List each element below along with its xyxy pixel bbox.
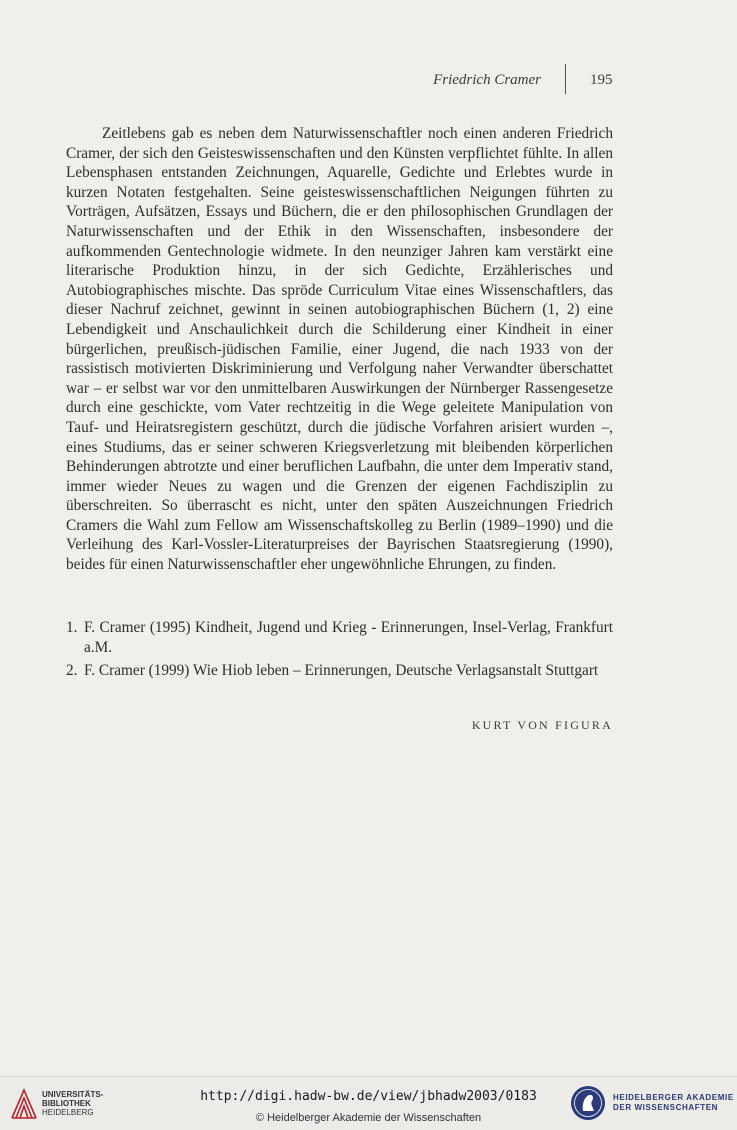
reference-number: 1. (66, 619, 78, 636)
reference-item (66, 661, 613, 681)
academy-seal-icon[interactable] (570, 1085, 606, 1121)
reference-item (66, 618, 613, 657)
reference-number: 2. (66, 662, 78, 680)
author-signature: KURT VON FIGURA (471, 718, 613, 732)
library-line-1: UNIVERSITÄTS- (42, 1090, 104, 1099)
library-line-3: HEIDELBERG (42, 1108, 94, 1117)
footer-bar (0, 1076, 737, 1130)
copyright-notice: © Heidelberger Akademie der Wissenschaften (255, 1112, 482, 1124)
reference-text: F. Cramer (1999) Wie Hiob leben – Erinnerungen, Deutsche Verlagsanstalt Stuttgart (84, 662, 599, 680)
page-number: 195 (590, 72, 613, 88)
academy-name (613, 1093, 734, 1113)
academy-line-1: HEIDELBERGER AKADEMIE (613, 1093, 734, 1102)
reference-text: F. Cramer (1995) Kindheit, Jugend und Krieg - Erinnerungen, Insel-Verlag, Frankfurt a.M. (84, 619, 613, 656)
reference-list (66, 618, 613, 685)
permalink-url[interactable]: http://digi.hadw-bw.de/view/jbhadw2003/0183 (200, 1089, 537, 1104)
running-head-author: Friedrich Cramer (433, 72, 541, 88)
academy-line-2: DER WISSENSCHAFTEN (613, 1103, 719, 1112)
library-line-2: BIBLIOTHEK (42, 1099, 91, 1108)
body-paragraph: Zeitlebens gab es neben dem Naturwissenschaftler noch einen anderen Friedrich Cramer, der sich den Geisteswissenschaften und den Künsten verpflichtet fühlte. In allen Lebensphasen entstanden Zeichnungen, Aquarelle, Gedichte und Erlebtes wurde in kurzen Notaten festgehalten. Seine geisteswissenschaftlichen Neigungen führten zu Vorträgen, Aufsätzen, Essays und Büchern, die er den philosophischen Grundlagen der Naturwissenschaften und der Ethik in den Wissenschaften, insbesondere der aufkommenden Gentechnologie widmete. In den neunziger Jahren kam verstärkt eine literarische Produktion hinzu, in der sich Gedichte, Erzählerisches und Autobiographisches mischte. Das spröde Curriculum Vitae eines Wissenschaftlers, das dieser Nachruf zeichnet, gewinnt in seinen autobiographischen Büchern (1, 2) eine Lebendigkeit und Anschaulichkeit durch die Schilderung einer Kindheit in einer bürgerlichen, preußisch-jüdischen Familie, einer Jugend, die nach 1933 von der rassistisch motivierten Diskriminierung und Verfolgung naher Verwandter überschattet war – er selbst war vor den unmittelbaren Auswirkungen der Nürnberger Rassengesetze durch eine geschickte, vom Vater rechtzeitig in die Wege geleitete Manipulation von Tauf- und Heiratsregistern geschützt, durch die jüdische Vorfahren arisiert wurden –, eines Studiums, das er seiner schweren Kriegsverletzung mit bleibenden körperlichen Behinderungen abtrotzte und einer beruflichen Laufbahn, die unter dem Imperativ stand, immer wieder Neues zu wagen und die Grenzen der eigenen Fachdisziplin zu überschreiten. So überrascht es nicht, unter den späten Auszeichnungen Friedrich Cramers die Wahl zum Fellow am Wissenschaftskolleg zu Berlin (1989–1990) und die Verleihung des Karl-Vossler-Literaturpreises der Bayrischen Staatsregierung (1990), beides für einen Naturwissenschaftler eher ungewöhnliche Ehrungen, zu finden. (66, 125, 613, 574)
running-head (0, 72, 737, 92)
running-head-divider (565, 64, 566, 94)
